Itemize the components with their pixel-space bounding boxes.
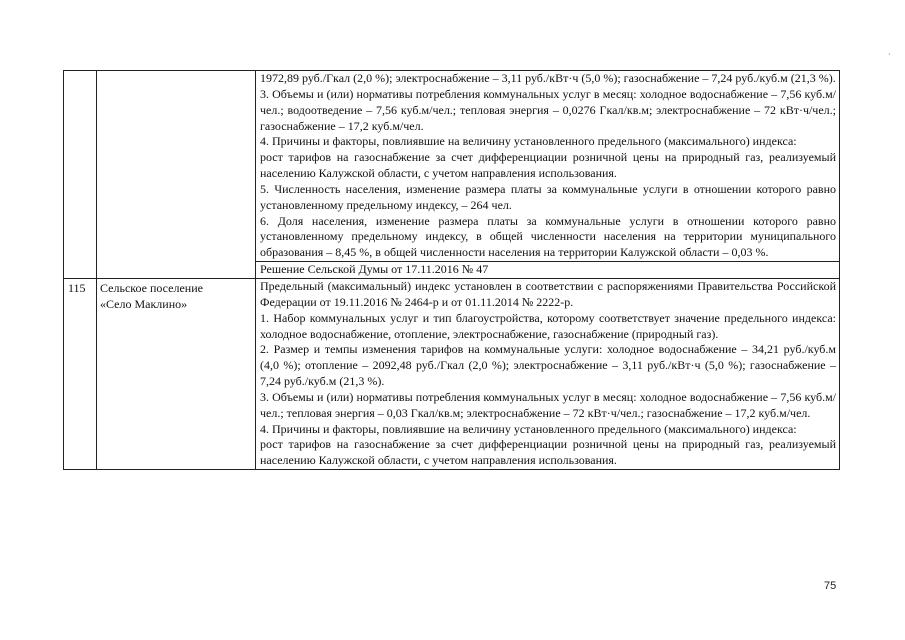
municipality-name: «Село Маклино»: [100, 296, 188, 311]
paragraph: 6. Доля населения, изменение размера платы за коммунальные услуги в отношении которого равно установленному предельному индексу, в общей численности населения на территории муниципального образования – 8,45 %, в общей численности населения на территории Калужской области – 0,03 %.: [260, 213, 836, 260]
table-row: [64, 278, 840, 469]
row-number-cell: 115: [64, 278, 97, 469]
paragraph: 1972,89 руб./Гкал (2,0 %); электроснабжение – 3,11 руб./кВт·ч (5,0 %); газоснабжение – 7,24 руб./куб.м (21,3 %).: [260, 71, 836, 85]
municipality-type: Сельское поселение: [100, 280, 203, 295]
row-number-cell: [64, 71, 97, 279]
paragraph: рост тарифов на газоснабжение за счет дифференциации розничной цены на природный газ, реализуемый населению Калужской области, с учетом направления использования.: [260, 437, 836, 468]
paragraph: 3. Объемы и (или) нормативы потребления коммунальных услуг в месяц: холодное водоснабжение – 7,56 куб.м/чел.; водоотведение – 7,56 куб.м/чел.; тепловая энергия – 0,0276 Гкал/кв.м; электроснабжение – 72 кВт·ч/чел.; газоснабжение – 17,2 куб.м/чел.: [260, 86, 836, 133]
municipality-name-cell: [97, 278, 256, 469]
paragraph: 1. Набор коммунальных услуг и тип благоустройства, которому соответствует значение предельного индекса: холодное водоснабжение, отопление, электроснабжение, газоснабжение (природный газ).: [260, 310, 836, 341]
page-number: 75: [824, 580, 837, 592]
paragraph: 4. Причины и факторы, повлиявшие на величину установленного предельного (максимального) индекса:: [260, 134, 797, 149]
paragraph: Предельный (максимальный) индекс установлен в соответствии с распоряжениями Правительства Российской Федерации от 19.11.2016 № 2464-р и от 01.11.2014 № 2222-р.: [260, 278, 836, 309]
table-row: [64, 71, 840, 279]
index-description-cell: [256, 278, 840, 469]
decision-reference: Решение Сельской Думы от 17.11.2016 № 47: [260, 262, 489, 277]
paragraph: рост тарифов на газоснабжение за счет дифференциации розничной цены на природный газ, реализуемый населению Калужской области, с учетом направления использования.: [260, 150, 836, 181]
paragraph: 2. Размер и темпы изменения тарифов на коммунальные услуги: холодное водоснабжение – 34,21 руб./куб.м (4,0 %); отопление – 2092,48 руб./Гкал (2,0 %); электроснабжение – 3,11 руб./кВт·ч (5,0 %); газоснабжение – 7,24 руб./куб.м (21,3 %).: [260, 342, 836, 389]
tariff-table: [63, 70, 840, 470]
index-description-cell: [256, 71, 840, 279]
municipality-name-cell: [97, 71, 256, 279]
paragraph: 5. Численность населения, изменение размера платы за коммунальные услуги в отношении которого равно установленному предельному индексу, – 264 чел.: [260, 181, 836, 212]
margin-mark: ·: [888, 49, 891, 59]
paragraph: 3. Объемы и (или) нормативы потребления коммунальных услуг в месяц: холодное водоснабжение – 7,56 куб.м/чел.; тепловая энергия – 0,03 Гкал/кв.м; электроснабжение – 72 кВт·ч/чел.; газоснабжение – 17,2 куб.м/чел.: [260, 389, 836, 420]
paragraph: 4. Причины и факторы, повлиявшие на величину установленного предельного (максимального) индекса:: [260, 421, 797, 436]
